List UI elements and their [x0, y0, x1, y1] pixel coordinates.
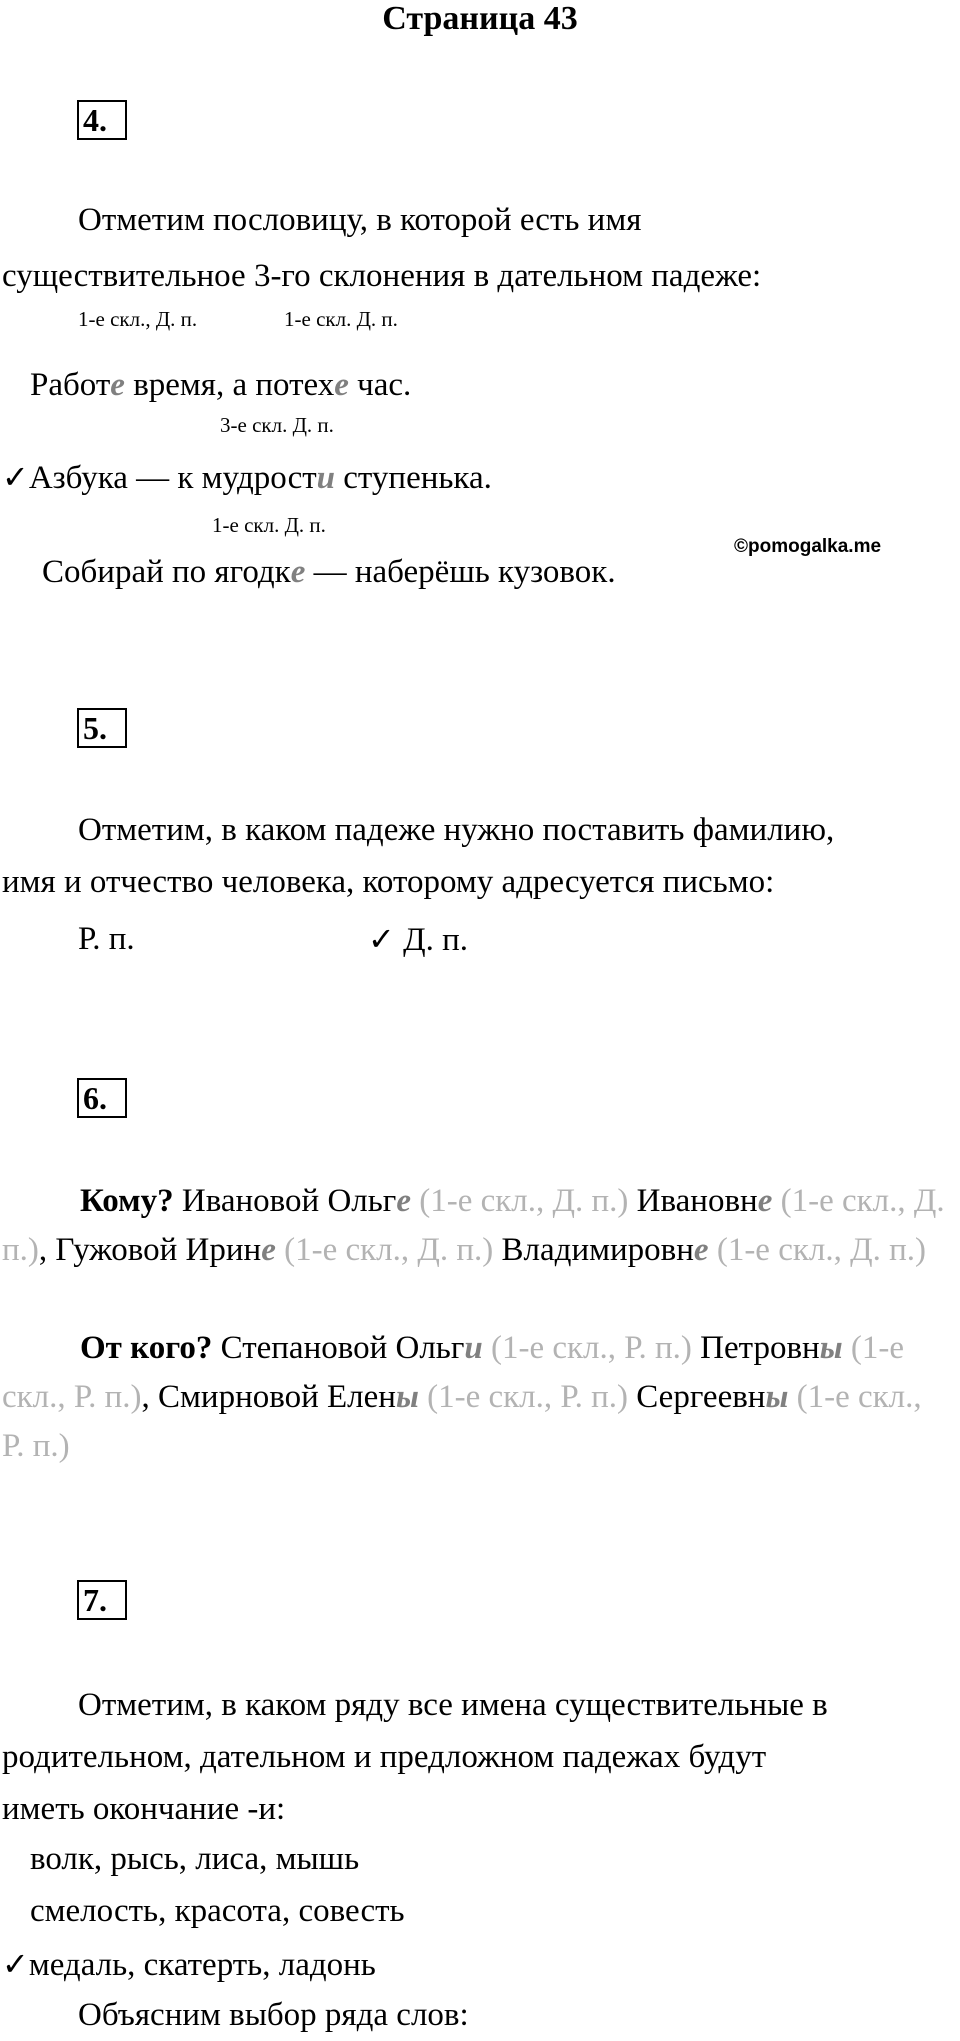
task-6-ending: ы	[819, 1330, 843, 1366]
task-7-row-3-label: медаль, скатерть, ладонь	[28, 1947, 376, 1983]
task-5-option-dative-label: Д. п.	[403, 922, 468, 958]
task-5-line-1: Отметим, в каком падеже нужно поставить фамилию,	[78, 812, 835, 848]
proverb-1	[30, 365, 411, 405]
proverb-1-text-a: Работ	[30, 367, 111, 403]
check-mark-icon: ✓	[2, 1945, 29, 1983]
task-4-intro-line-1: Отметим пословицу, в которой есть имя	[78, 202, 642, 238]
task-7-line-3: иметь окончание -и:	[2, 1791, 286, 1827]
proverb-3-ending: е	[290, 554, 306, 590]
task-6-genitive-paragraph	[2, 1324, 952, 1471]
proverb-1-ending-1: е	[110, 367, 125, 403]
task-6-note: (1-е скл., Д. п.)	[275, 1232, 494, 1268]
task-6-ending: е	[757, 1183, 773, 1219]
task-7-number: 7.	[77, 1580, 127, 1620]
task-6-note: (1-е скл., Р. п.)	[2, 1330, 904, 1415]
task-7-row-3	[2, 1944, 376, 1985]
task-6-question-komu: Кому?	[80, 1183, 174, 1219]
task-6-note: (1-е скл., Р. п.)	[482, 1330, 692, 1366]
task-6-note: (1-е скл., Р. п.)	[2, 1379, 922, 1464]
task-6-ending: и	[464, 1330, 483, 1366]
proverb-2-ending: и	[316, 460, 336, 496]
task-5-number: 5.	[77, 708, 127, 748]
check-mark-icon: ✓	[368, 920, 395, 958]
task-6-ending: е	[396, 1183, 411, 1219]
proverb-1-text-c: час.	[348, 367, 412, 403]
task-5-option-genitive: Р. п.	[78, 921, 135, 957]
task-6-word: , Гужовой Ирин	[38, 1232, 262, 1268]
task-4-number: 4.	[77, 100, 127, 140]
task-7-row-1: волк, рысь, лиса, мышь	[30, 1841, 360, 1877]
task-6-word: Петровн	[691, 1330, 820, 1366]
task-4-annotation-4: 1-е скл. Д. п.	[212, 513, 326, 537]
task-6-note: (1-е скл., Р. п.)	[418, 1379, 629, 1415]
proverb-3	[42, 552, 616, 592]
watermark: ©pomogalka.me	[734, 536, 882, 557]
task-5-line-2: имя и отчество человека, которому адресуется письмо:	[2, 864, 775, 900]
task-6-word: Степановой Ольг	[212, 1330, 465, 1366]
task-6-question-ot-kogo: От кого?	[80, 1330, 213, 1366]
task-6-word: Ивановой Ольг	[173, 1183, 397, 1219]
proverb-1-ending-2: е	[334, 367, 349, 403]
proverb-3-text-a: Собирай по ягодк	[42, 554, 291, 590]
task-7-line-2: родительном, дательном и предложном падежах будут	[2, 1739, 767, 1775]
task-5-option-dative	[368, 919, 468, 960]
task-6-note: (1-е скл., Д. п.)	[410, 1183, 629, 1219]
task-6-word: Ивановн	[628, 1183, 758, 1219]
task-6-ending: е	[261, 1232, 276, 1268]
task-6-word: Сергеевн	[628, 1379, 766, 1415]
proverb-2-text-b: ступенька.	[335, 460, 492, 496]
task-4-annotation-2: 1-е скл. Д. п.	[284, 307, 398, 331]
task-7-row-2: смелость, красота, совесть	[30, 1893, 405, 1929]
task-6-ending: ы	[395, 1379, 419, 1415]
task-7-explain: Объясним выбор ряда слов:	[78, 1997, 469, 2033]
task-4-annotation-1: 1-е скл., Д. п.	[78, 307, 198, 331]
task-6-note: (1-е скл., Д. п.)	[708, 1232, 927, 1268]
task-6-word: Владимировн	[493, 1232, 694, 1268]
task-7-line-1: Отметим, в каком ряду все имена существительные в	[78, 1687, 828, 1723]
task-6-dative-paragraph	[2, 1177, 952, 1275]
proverb-2-text-a: Азбука — к мудрост	[28, 460, 317, 496]
task-6-note: (1-е скл., Д. п.)	[2, 1183, 945, 1268]
page-title: Страница 43	[382, 0, 578, 37]
proverb-3-text-b: — наберёшь кузовок.	[305, 554, 616, 590]
task-4-intro-line-2: существительное 3-го склонения в дательном падеже:	[2, 258, 762, 294]
check-mark-icon: ✓	[2, 458, 29, 496]
task-6-ending: е	[693, 1232, 709, 1268]
proverb-2	[2, 457, 492, 498]
task-6-word: , Смирновой Елен	[141, 1379, 396, 1415]
task-4-annotation-3: 3-е скл. Д. п.	[220, 413, 334, 437]
task-6-ending: ы	[765, 1379, 789, 1415]
task-6-number: 6.	[77, 1078, 127, 1118]
proverb-1-text-b: время, а потех	[124, 367, 335, 403]
